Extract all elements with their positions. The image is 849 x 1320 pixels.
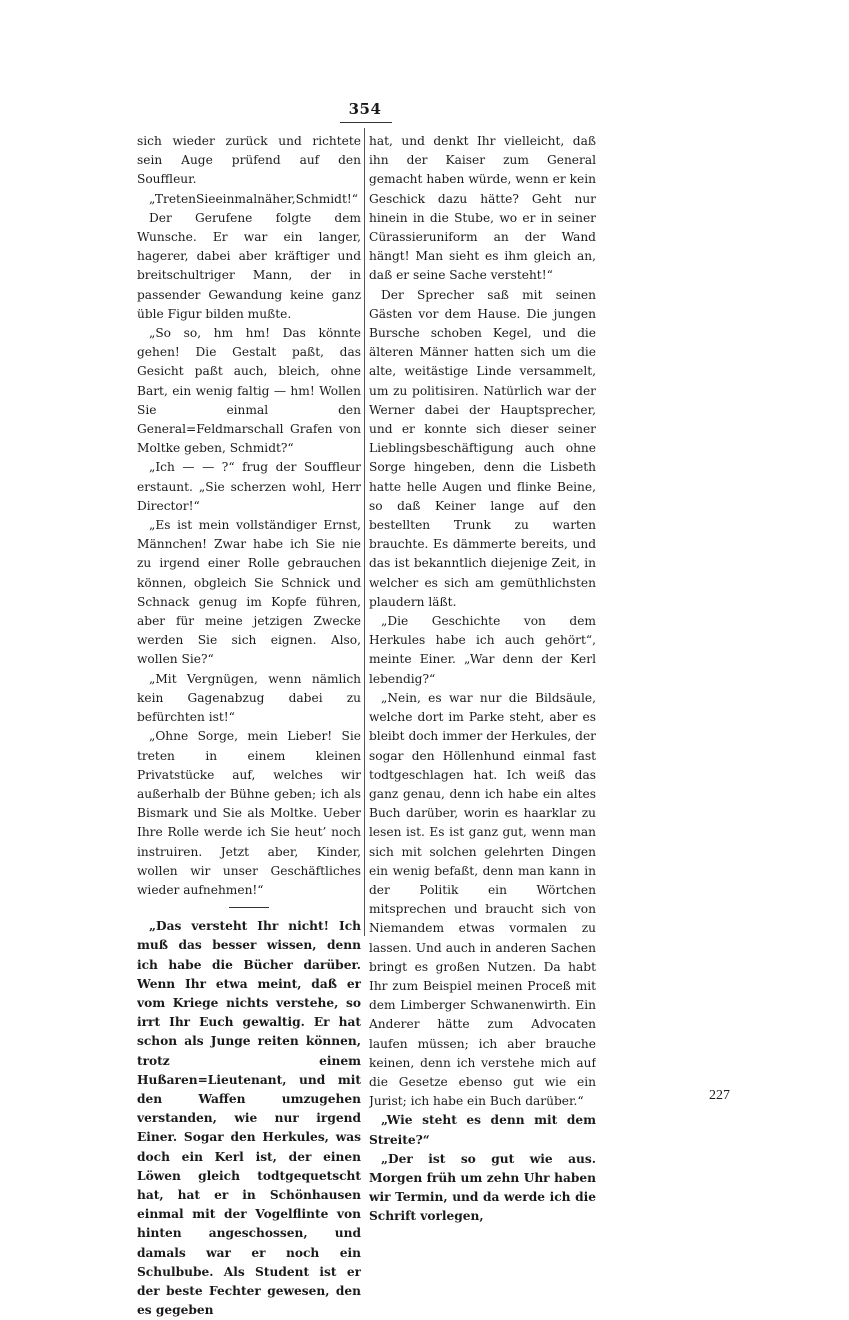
page-number: 354 — [348, 100, 382, 118]
paragraph: „Mit Vergnügen, wenn nämlich kein Gagenabzug dabei zu befürchten ist!“ — [137, 671, 361, 725]
section-divider — [229, 907, 269, 908]
column-divider — [364, 128, 365, 936]
paragraph: „Der ist so gut wie aus. Morgen früh um zehn Uhr haben wir Termin, und da werde ich die Schrift vorlegen, — [369, 1151, 596, 1224]
header-rule — [340, 122, 392, 123]
paragraph: „Es ist mein vollständiger Ernst, Männchen! Zwar habe ich Sie nie zu irgend einer Rolle gebrauchen können, obgleich Sie Schnick und Schnack genug im Kopfe führen, aber für meine jetzigen Zwecke werden Sie sich eignen. Also, wollen Sie?“ — [137, 518, 361, 667]
paragraph: „Ohne Sorge, mein Lieber! Sie treten in einem kleinen Privatstücke auf, welches wir außerhalb der Bühne geben; ich als Bismark und Sie als Moltke. Ueber Ihre Rolle werde ich Sie heut’ noch instruiren. Jetzt aber, Kinder, wollen wir unser Geschäftliches wieder aufnehmen!“ — [137, 729, 361, 897]
right-column — [369, 132, 596, 1227]
paragraph: Der Sprecher saß mit seinen Gästen vor dem Hause. Die jungen Bursche schoben Kegel, und die älteren Männer hatten sich um die alte, weitästige Linde versammelt, um zu politisiren. Natürlich war der Werner dabei der Hauptsprecher, und er konnte sich dieser seiner Lieblingsbeschäftigung auch ohne Sorge hingeben, denn die Lisbeth hatte helle Augen und flinke Beine, so daß Keiner lange auf den bestellten Trunk zu warten brauchte. Es dämmerte bereits, und das ist bekanntlich diejenige Zeit, in welcher es sich am gemüthlichsten plaudern läßt. — [369, 287, 596, 609]
paragraph: „TretenSieeinmalnäher,Schmidt!“ — [149, 191, 358, 206]
paragraph: „So so, hm hm! Das könnte gehen! Die Gestalt paßt, das Gesicht paßt auch, bleich, ohne Bart, ein wenig faltig — hm! Wollen Sie einmal den General=Feldmarschall Grafen von Moltke geben, Schmidt?“ — [137, 326, 361, 456]
paragraph: „Das versteht Ihr nicht! Ich muß das besser wissen, denn ich habe die Bücher darüber. Wenn Ihr etwa meint, daß er vom Kriege nichts verstehe, so irrt Ihr Euch gewaltig. Er hat schon als Junge reiten können, trotz einem Hußaren=Lieutenant, und mit den Waffen umzugehen verstanden, wie nur irgend Einer. Sogar den Herkules, was doch ein Kerl ist, der einen Löwen gleich todtgequetscht hat, hat er in Schönhausen einmal mit der Vogelflinte von hinten angeschossen, und damals war er noch ein Schulbube. Als Student ist er der beste Fechter gewesen, den es gegeben — [137, 919, 361, 1318]
folio-number: 227 — [709, 1088, 730, 1103]
paragraph: „Die Geschichte von dem Herkules habe ich auch gehört“, meinte Einer. „War denn der Kerl lebendig?“ — [369, 614, 596, 686]
paragraph: Der Gerufene folgte dem Wunsche. Er war ein langer, hagerer, dabei aber kräftiger und breitschultriger Mann, der in passender Gewandung keine ganz üble Figur bilden mußte. — [137, 210, 361, 321]
paragraph: „Ich — — ?“ frug der Souffleur erstaunt. „Sie scherzen wohl, Herr Director!“ — [137, 460, 361, 513]
left-column — [137, 132, 361, 1320]
paragraph: „Nein, es war nur die Bildsäule, welche dort im Parke steht, aber es bleibt doch immer der Herkules, der sogar den Höllenhund einmal fast todtgeschlagen hat. Ich weiß das ganz genau, denn ich habe ein altes Buch darüber, worin es haarklar zu lesen ist. Es ist ganz gut, wenn man sich mit solchen gelehrten Dingen ein wenig befaßt, denn man kann in der Politik ein Wörtchen mitsprechen und braucht sich von Niemandem etwas vormalen zu lassen. Und auch in anderen Sachen bringt es großen Nutzen. Da habt Ihr zum Beispiel meinen Proceß mit dem Limberger Schwanenwirth. Ein Anderer hätte zum Advocaten laufen müssen; ich aber brauche keinen, denn ich verstehe mich auf die Gesetze ebenso gut wie ein Jurist; ich habe ein Buch darüber.“ — [369, 690, 596, 1109]
paragraph: hat, und denkt Ihr vielleicht, daß ihn der Kaiser zum General gemacht haben würde, wenn er kein Geschick dazu hätte? Geht nur hinein in die Stube, wo er in seiner Cürassieruniform an der Wand hängt! Man sieht es ihm gleich an, daß er seine Sache versteht!“ — [369, 134, 596, 283]
paragraph: „Wie steht es denn mit dem Streite?“ — [369, 1113, 596, 1147]
paragraph: sich wieder zurück und richtete sein Auge prüfend auf den Souffleur. — [137, 134, 361, 187]
